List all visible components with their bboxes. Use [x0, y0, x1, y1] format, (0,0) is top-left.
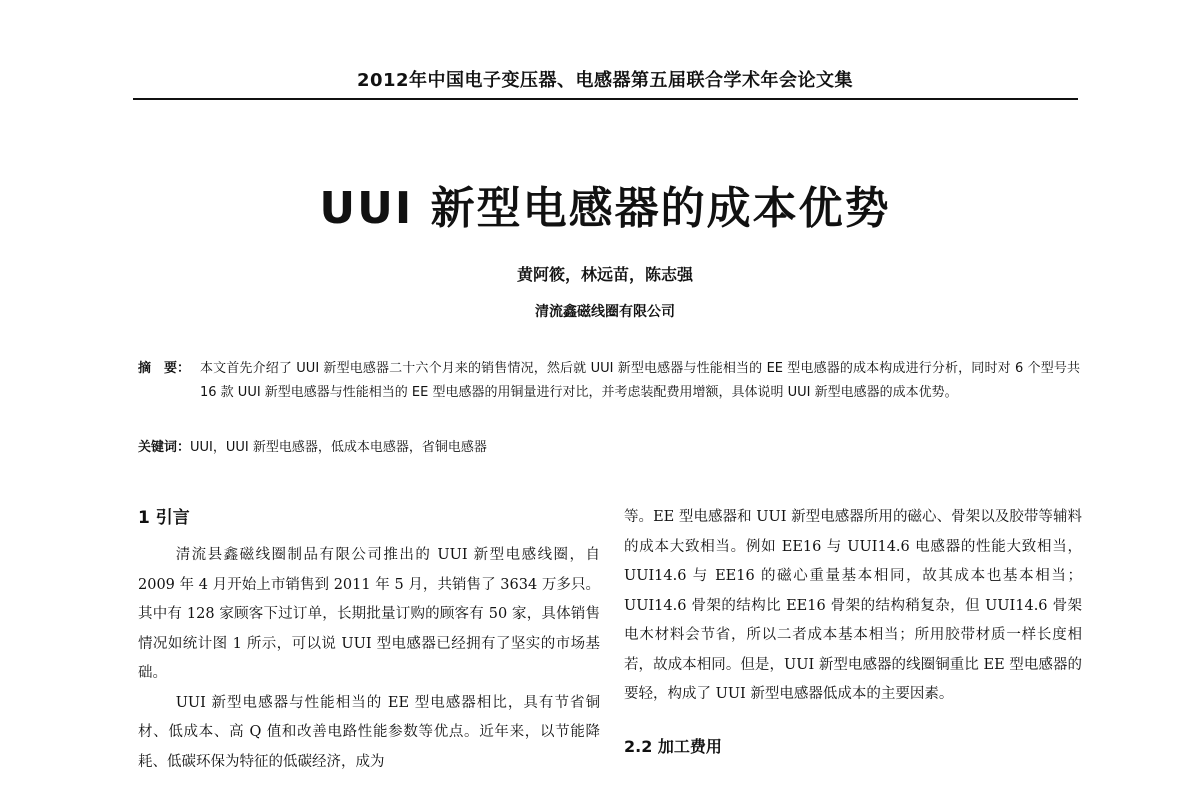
paragraph: UUI 新型电感器与性能相当的 EE 型电感器相比，具有节省铜材、低成本、高 Q 值和改善电路性能参数等优点。近年来，以节能降耗、低碳环保为特征的低碳经济，成为 — [138, 694, 600, 770]
abstract — [138, 357, 1080, 405]
keywords-label: 关键词： — [138, 440, 191, 455]
abstract-text: 本文首先介绍了 UUI 新型电感器二十六个月来的销售情况，然后就 UUI 新型电感器与性能相当的 EE 型电感器的成本构成进行分析，同时对 6 个型号共 16 款 UUI 新型电感器与性能相当的 EE 型电感器的用铜量进行对比，并考虑装配费用增额，具体说明 UUI 新型电感器的成本优势。 — [200, 361, 1080, 400]
paragraph: 等。EE 型电感器和 UUI 新型电感器所用的磁心、骨架以及胶带等辅料的成本大致相当。例如 EE16 与 UUI14.6 电感器的性能大致相当，UUI14.6 与 EE16 的磁心重量基本相同，故其成本也基本相当；UUI14.6 骨架的结构比 EE16 骨架的结构稍复杂，但 UUI14.6 骨架电木材料会节省，所以二者成本基本相当；所用胶带材质一样长度相若，故成本相同。但是，UUI 新型电感器的线圈铜重比 EE 型电感器的要轻，构成了 UUI 新型电感器低成本的主要因素。 — [624, 509, 1082, 702]
subsection-heading-processing-cost: 2.2 加工费用 — [624, 736, 722, 756]
header-rule — [133, 98, 1078, 100]
paragraph: 清流县鑫磁线圈制品有限公司推出的 UUI 新型电感线圈，自 2009 年 4 月开始上市销售到 2011 年 5 月，共销售了 3634 万多只。其中有 128 家顾客下过订单，长期批量订购的顾客有 50 家，具体销售情况如统计图 1 所示，可以说 UUI 型电感器已经拥有了坚实的市场基础。 — [138, 547, 600, 681]
keywords — [138, 437, 1080, 459]
left-column — [138, 503, 600, 777]
keywords-text: UUI，UUI 新型电感器，低成本电感器，省铜电感器 — [190, 440, 487, 455]
affiliation: 清流鑫磁线圈有限公司 — [535, 304, 675, 320]
right-column — [624, 503, 1082, 762]
abstract-label: 摘 要： — [138, 361, 191, 376]
authors: 黄阿筱，林远苗，陈志强 — [516, 265, 693, 284]
section-heading-introduction: 1 引言 — [138, 508, 190, 528]
running-header: 2012年中国电子变压器、电感器第五届联合学术年会论文集 — [356, 70, 854, 91]
paper-title: UUI 新型电感器的成本优势 — [319, 183, 891, 234]
